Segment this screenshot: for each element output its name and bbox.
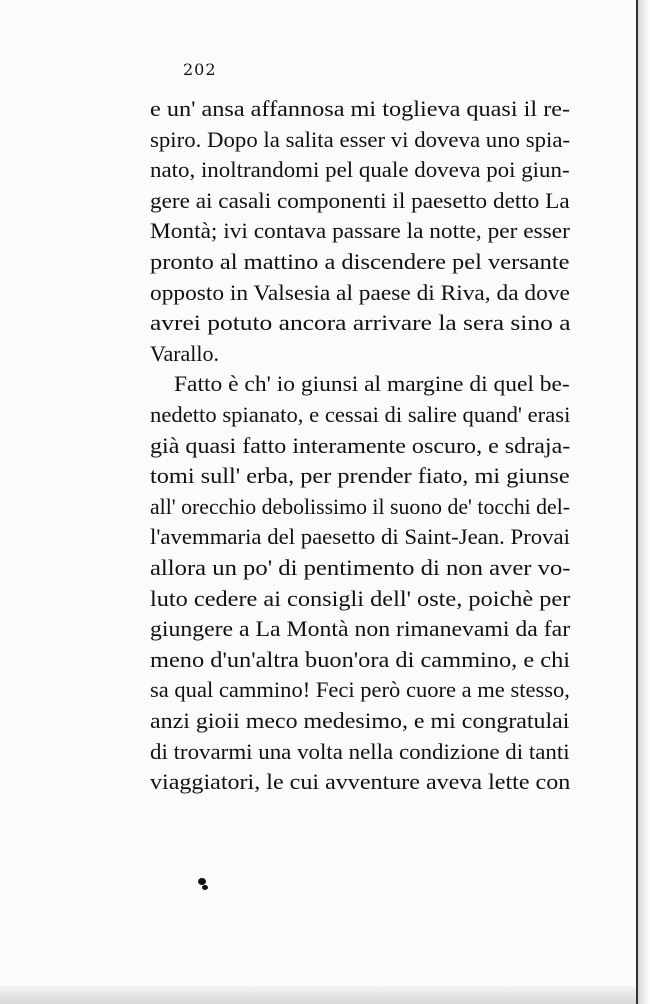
text-line: spiro. Dopo la salita esser vi doveva uno spia- (150, 126, 571, 152)
page-right-shadow (638, 0, 650, 1004)
text-line: avrei potuto ancora arrivare la sera sino a (150, 310, 571, 336)
text-line: sa qual cammino! Feci però cuore a me stesso, (150, 677, 570, 703)
text-line: viaggiatori, le cui avventure aveva lette con (150, 769, 571, 795)
ink-speck (202, 885, 208, 890)
text-line: Fatto è ch' io giunsi al margine di quel be- (174, 371, 570, 397)
text-line: già quasi fatto interamente oscuro, e sdraja- (150, 432, 571, 458)
text-line: Varallo. (150, 340, 220, 366)
page-bottom-edge (0, 986, 650, 1004)
text-line: l'avemmaria del paesetto di Saint-Jean. Provai (150, 524, 570, 550)
text-line: nedetto spianato, e cessai di salire quand' erasi (150, 402, 571, 427)
text-line: e un' ansa affannosa mi toglieva quasi il re- (150, 96, 571, 121)
text-line: meno d'un'altra buon'ora di cammino, e chi (150, 646, 571, 672)
text-line: anzi gioii meco medesimo, e mi congratulai (150, 708, 570, 733)
text-line: Montà; ivi contava passare la notte, per esser (150, 218, 570, 244)
text-line: opposto in Valsesia al paese di Riva, da dove (150, 279, 570, 305)
text-line: luto cedere ai consigli dell' oste, poichè per (150, 585, 571, 611)
text-line: tomi sull' erba, per prender fiato, mi giunse (150, 463, 570, 489)
text-line: nato, inoltrandomi pel quale doveva poi giun- (150, 157, 570, 183)
text-line: di trovarmi una volta nella condizione di tanti (150, 738, 570, 764)
page-number: 202 (183, 60, 217, 79)
text-line: allora un po' di pentimento di non aver vo- (150, 555, 571, 580)
ink-speck (198, 878, 206, 885)
text-line: gere ai casali componenti il paesetto detto La (150, 187, 570, 213)
text-line: all' orecchio debolissimo il suono de' tocchi del- (150, 493, 571, 519)
text-line: giungere a La Montà non rimanevami da far (150, 616, 571, 642)
text-line: pronto al mattino a discendere pel versante (150, 249, 570, 274)
